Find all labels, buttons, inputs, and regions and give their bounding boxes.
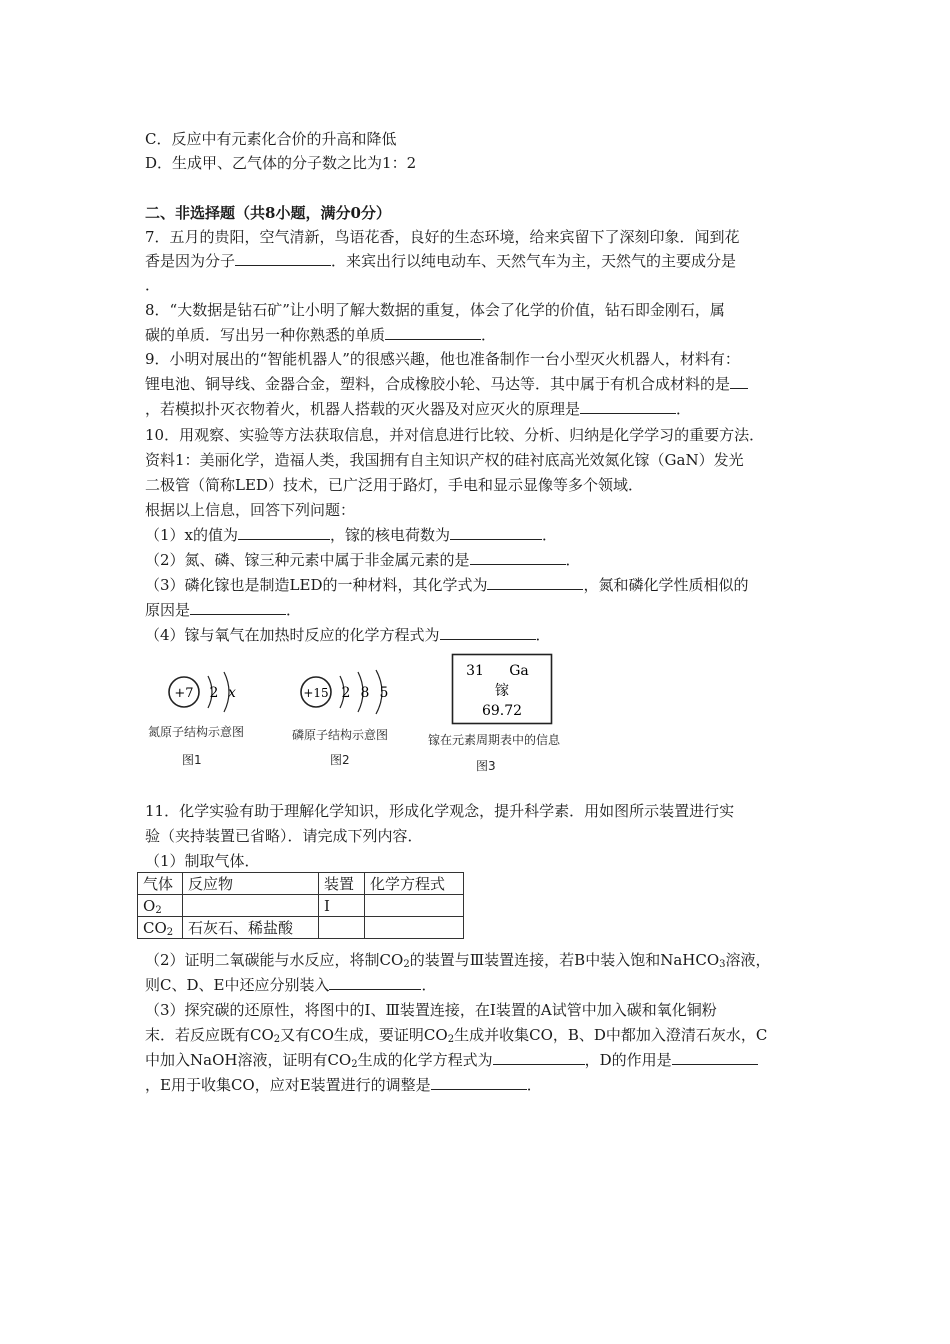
answer-blank[interactable]	[440, 624, 536, 640]
answer-blank[interactable]	[487, 574, 583, 590]
reactant-cell: 石灰石、稀盐酸	[183, 917, 319, 939]
element-symbol: Ga	[509, 663, 529, 679]
q7-line1: 7．五月的贵阳，空气清新，鸟语花香，良好的生态环境，给来宾留下了深刻印象．闻到花	[145, 228, 740, 246]
phosphorus-atom-diagram	[296, 668, 406, 716]
fig2-caption: 磷原子结构示意图	[292, 728, 389, 742]
answer-blank[interactable]	[450, 524, 542, 540]
q8-line1: 8．“大数据是钻石矿”让小明了解大数据的重复，体会了化学的价值，钻石即金刚石，属	[145, 301, 725, 319]
fig1-label: 图1	[182, 753, 202, 767]
answer-blank[interactable]	[580, 398, 676, 414]
table-header: 反应物	[183, 873, 319, 895]
table-header: 化学方程式	[365, 873, 464, 895]
nucleus-charge: +15	[303, 686, 329, 700]
option-c: C．反应中有元素化合价的升高和降低	[145, 130, 397, 148]
gas-preparation-table	[137, 872, 464, 939]
answer-blank[interactable]	[329, 974, 421, 990]
q11-part1: （1）制取气体．	[145, 852, 260, 870]
option-d: D．生成甲、乙气体的分子数之比为1：2	[145, 154, 417, 172]
q10-line3: 二极管（简称LED）技术，已广泛用于路灯，手电和显示显像等多个领域．	[145, 476, 643, 494]
shell1-count: 2	[209, 685, 219, 701]
q11-line2: 验（夹持装置已省略）．请完成下列内容．	[145, 827, 423, 845]
shell1-count: 2	[341, 685, 351, 701]
q10-part1: （1）x的值为 ，镓的核电荷数为 ．	[145, 526, 558, 544]
shell2-count: 8	[360, 685, 370, 701]
q10-part3: （3）磷化镓也是制造LED的一种材料，其化学式为 ，氮和磷化学性质相似的	[145, 576, 749, 594]
answer-blank[interactable]	[730, 373, 748, 389]
q9-line3: ，若模拟扑灭衣物着火，机器人搭载的灭火器及对应灭火的原理是 ．	[145, 400, 692, 418]
fig3-label: 图3	[476, 759, 496, 773]
answer-blank[interactable]	[190, 599, 286, 615]
q10-part4: （4）镓与氧气在加热时反应的化学方程式为 ．	[145, 626, 551, 644]
answer-blank[interactable]	[385, 324, 481, 340]
gas-cell: $CO_2$	[138, 917, 183, 939]
answer-blank[interactable]	[431, 1074, 527, 1090]
device-cell[interactable]	[319, 917, 365, 939]
atomic-mass: 69.72	[481, 703, 523, 719]
section-title: 二、非选择题（共8小题，满分0分）	[145, 204, 391, 222]
table-row	[138, 895, 464, 917]
q11-part3-line4: ，E用于收集CO，应对E装置进行的调整是 ．	[145, 1076, 542, 1094]
atomic-number: 31	[466, 663, 484, 679]
shell2-count: x	[228, 685, 236, 701]
answer-blank[interactable]	[493, 1049, 585, 1065]
q9-line2: 锂电池、铜导线、金器合金，塑料，合成橡胶小轮、马达等．其中属于有机合成材料的是	[145, 373, 748, 395]
q11-line1: 11．化学实验有助于理解化学知识，形成化学观念，提升科学素．用如图所示装置进行实	[145, 802, 735, 820]
gallium-element-cell	[451, 653, 553, 725]
q11-part3-line2: 末．若反应既有$CO_2$又有CO生成，要证明$CO_2$生成并收集CO，B、D中都加入澄清石灰水，C	[145, 1026, 768, 1045]
answer-blank[interactable]	[470, 549, 566, 565]
q11-part2: （2）证明二氧碳能与水反应，将制$CO_2$的装置与Ⅲ装置连接，若B中装入饱和NaHCO$_3$溶液，	[145, 951, 771, 970]
q10-part2: （2）氮、磷、镓三种元素中属于非金属元素的是 ．	[145, 551, 581, 569]
fig1-caption: 氮原子结构示意图	[148, 725, 245, 739]
device-cell: Ⅰ	[319, 895, 365, 917]
gas-cell: $O_2$	[138, 895, 183, 917]
q10-part3-cont: 原因是 ．	[145, 601, 302, 619]
q10-line1: 10．用观察、实验等方法获取信息，并对信息进行比较、分析、归纳是化学学习的重要方法．	[145, 426, 765, 444]
table-header-row	[138, 873, 464, 895]
fig2-label: 图2	[330, 753, 350, 767]
q10-line4: 根据以上信息，回答下列问题：	[145, 501, 356, 519]
q11-part3-line3: 中加入NaOH溶液，证明有$CO_2$生成的化学方程式为 ，D的作用是	[145, 1049, 758, 1071]
table-header: 气体	[138, 873, 183, 895]
nucleus-charge: +7	[174, 686, 194, 701]
shell3-count: 5	[379, 685, 389, 701]
table-row	[138, 917, 464, 939]
answer-blank[interactable]	[235, 250, 331, 266]
answer-blank[interactable]	[672, 1049, 758, 1065]
element-name: 镓	[495, 683, 509, 699]
fig3-caption: 镓在元素周期表中的信息	[428, 733, 561, 747]
q10-line2: 资料1：美丽化学，造福人类，我国拥有自主知识产权的硅衬底高光效氮化镓（GaN）发光	[145, 451, 744, 469]
q11-part2-cont: 则C、D、E中还应分别装入 ．	[145, 976, 437, 994]
q7-line3: ．	[145, 276, 161, 294]
reactant-cell[interactable]	[183, 895, 319, 917]
q9-line1: 9．小明对展出的“智能机器人”的很感兴趣，他也准备制作一台小型灭火机器人，材料有：	[145, 350, 740, 368]
q7-line2: 香是因为分子 ．来宾出行以纯电动车、天然气车为主，天然气的主要成分是	[145, 252, 737, 270]
nitrogen-atom-diagram	[160, 668, 250, 716]
q8-line2: 碳的单质．写出另一种你熟悉的单质 ．	[145, 326, 497, 344]
equation-cell[interactable]	[365, 895, 464, 917]
equation-cell[interactable]	[365, 917, 464, 939]
q11-part3: （3）探究碳的还原性，将图中的Ⅰ、Ⅲ装置连接，在Ⅰ装置的A试管中加入碳和氧化铜粉	[145, 1001, 717, 1019]
answer-blank[interactable]	[238, 524, 330, 540]
table-header: 装置	[319, 873, 365, 895]
